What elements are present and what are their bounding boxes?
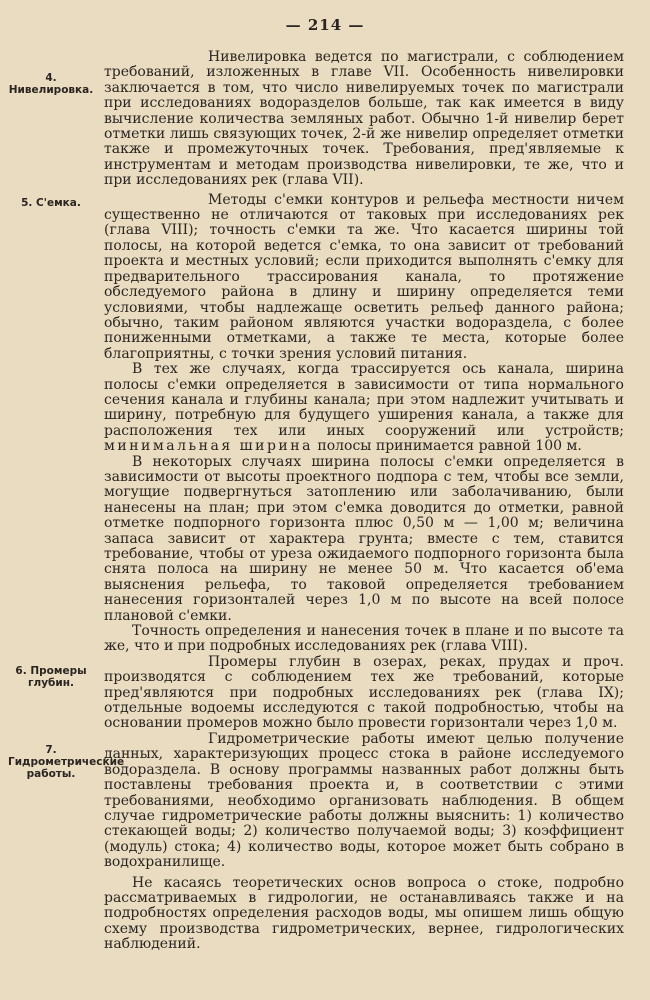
page-number: — 214 — (285, 16, 365, 34)
paragraph: Точность определения и нанесения точек в плане и по высоте та же, что и при подробных исследованиях рек (глава VIII). (104, 623, 624, 655)
spaced-emphasis: минимальная ширина (104, 438, 313, 455)
side-label-survey: 5. С'емка. (21, 196, 81, 209)
side-label-soundings: 6. Промеры глубин. (15, 664, 87, 689)
paragraph: Промеры глубин в озерах, реках, прудах и проч. производятся с соблюдением тех же требований, которые пред'являются при подробных исследованиях рек (глава IX); отдельные водоемы исследуются с такой подробностью, чтобы на основании промеров можно было провести горизонтали через 1,0 м. (104, 653, 624, 732)
paragraph: Методы с'емки контуров и рельефа местности ничем существенно не отличаются от таковых при исследованиях рек (глава VIII); точность с'емки та же. Что касается ширины той полосы, на которой ведется с'емка, то она зависит от требований проекта и местных условий; если приходится выполнять с'емку для предварительного трассирования канала, то протяжение обследуемого района в длину и ширину определяется теми условиями, чтобы надлежаще осветить рельеф данного района; обычно, таким районом являются участки водораздела, с более пониженными отметками, а также те места, которые более благоприятны, с точки зрения условий питания. (104, 191, 624, 362)
section-soundings (15, 653, 624, 732)
paragraph-text: полосы принимается равной 100 м. (317, 438, 582, 455)
paragraph: Не касаясь теоретических основ вопроса о стоке, подробно рассматриваемых в гидрологии, не останавливаясь также и на подробностях определения расходов воды, мы опишем лишь общую схему производства гидрометрических, вернее, гидрологических наблюдений. (104, 874, 624, 953)
paragraph: Нивелировка ведется по магистрали, с соблюдением требований, изложенных в главе VII. Особенность нивелировки заключается в том, что число нивелируемых точек по магистрали при исследованиях водоразделов больше, так как имеется в виду вычисление количества земляных работ. Обычно 1-й нивелир берет отметки лишь связующих точек, 2-й же нивелир определяет отметки также и промежуточных точек. Требования, пред'являемые к инструментам и методам производства нивелировки, те же, что и при исследованиях рек (глава VII). (104, 49, 624, 189)
text-body (8, 49, 624, 953)
paragraph: Гидрометрические работы имеют целью получение данных, характеризующих процесс стока в районе исследуемого водораздела. В основу программы названных работ должны быть поставлены требования проекта и, в соответствии с этими требованиями, необходимо организовать наблюдения. В общем случае гидрометрические работы должны выяснить: 1) количество стекающей воды; 2) количество получаемой воды; 3) коэффициент (модуль) стока; 4) количество воды, которое может быть собрано в водохранилище. (104, 730, 624, 871)
paragraph-text: В тех же случаях, когда трассируется ось канала, ширина полосы с'емки определяется в зависимости от типа нормального сечения канала и глубины канала; при этом надлежит учитывать и ширину, потребную для будущего уширения канала, а также для расположения тех или иных сооружений или устройств; (104, 361, 624, 439)
paragraph: В некоторых случаях ширина полосы с'емки определяется в зависимости от высоты проектного подпора с тем, чтобы все земли, могущие подвергнуться затоплению или заболачиванию, были нанесены на план; при этом с'емка доводится до отметки, равной отметке подпорного горизонта плюс 0,50 м — 1,00 м; величина запаса зависит от характера грунта; вместе с тем, ставится требование, чтобы от уреза ожидаемого подпорного горизонта была снята полоса на ширину не менее 50 м. Что касается об'ема выяснения рельефа, то таковой определяется требованием нанесения горизонталей через 1,0 м по высоте на всей полосе плановой с'емки. (104, 453, 624, 624)
section-levelling (8, 49, 624, 189)
side-label-levelling: 4. Нивелировка. (8, 72, 94, 96)
section-hydrometric (8, 730, 624, 953)
paragraph (104, 362, 624, 454)
section-survey (21, 191, 624, 655)
side-label-hydrometric: 7. Гидрометрические работы. (8, 743, 125, 780)
